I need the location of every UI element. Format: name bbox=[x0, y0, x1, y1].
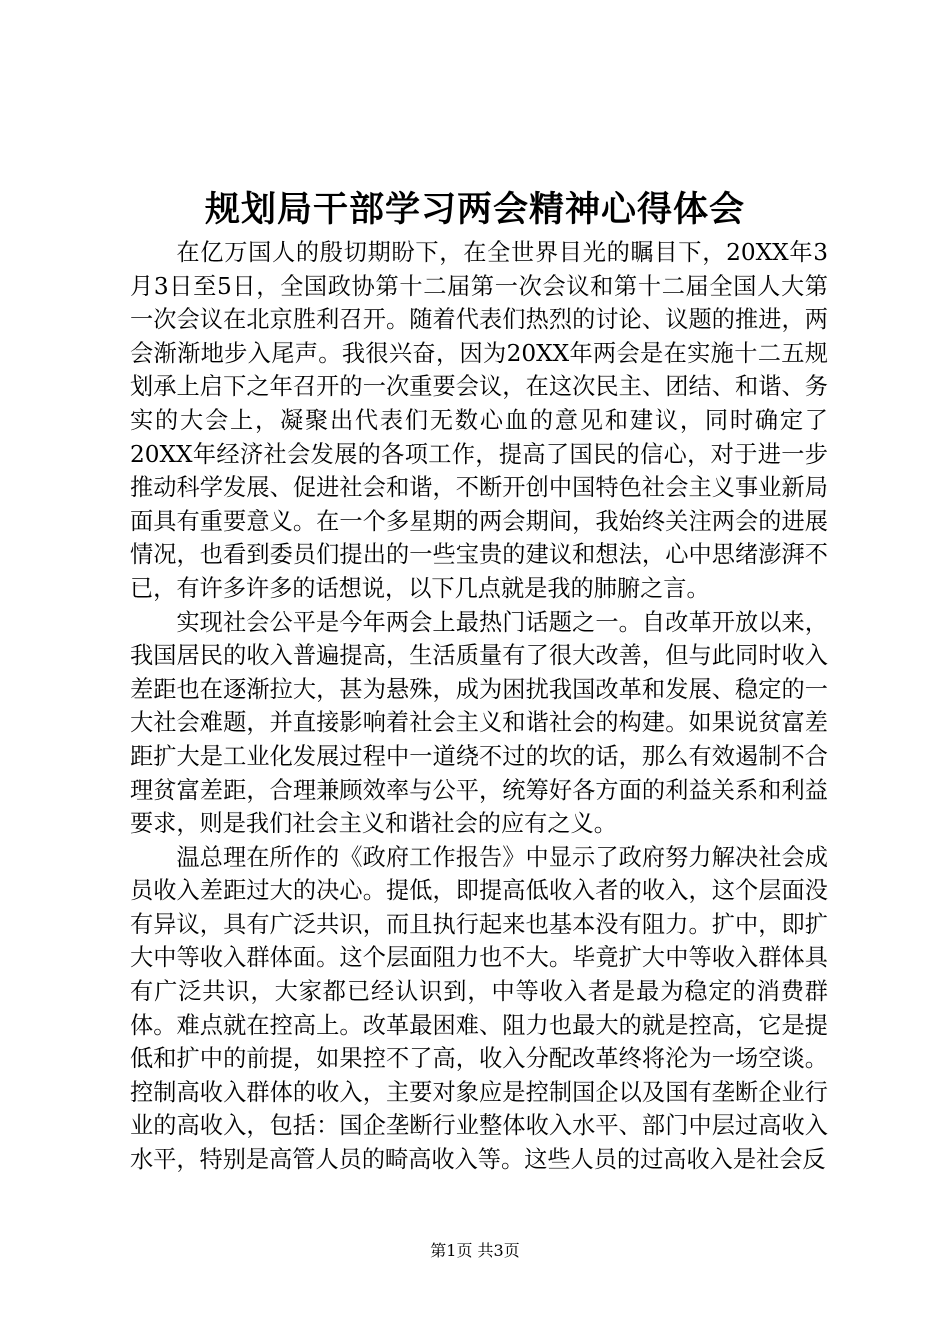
page-footer: 第1页 共3页 bbox=[430, 1241, 520, 1260]
paragraph-1: 在亿万国人的殷切期盼下，在全世界目光的瞩目下，20XX年3月3日至5日，全国政协第十二届第一次会议和第十二届全国人大第一次会议在北京胜利召开。随着代表们热烈的讨论、议题的推进，两会渐渐地步入尾声。我很兴奋，因为20XX年两会是在实施十二五规划承上启下之年召开的一次重要会议，在这次民主、团结、和谐、务实的大会上，凝聚出代表们无数心血的意见和建议，同时确定了20XX年经济社会发展的各项工作，提高了国民的信心，对于进一步推动科学发展、促进社会和谐，不断开创中国特色社会主义事业新局面具有重要意义。在一个多星期的两会期间，我始终关注两会的进展情况，也看到委员们提出的一些宝贵的建议和想法，心中思绪澎湃不已，有许多许多的话想说，以下几点就是我的肺腑之言。 bbox=[130, 239, 828, 602]
document-body bbox=[130, 236, 828, 1177]
paragraph-3: 温总理在所作的《政府工作报告》中显示了政府努力解决社会成员收入差距过大的决心。提低，即提高低收入者的收入，这个层面没有异议，具有广泛共识，而且执行起来也基本没有阻力。扩中，即扩大中等收入群体面。这个层面阻力也不大。毕竟扩大中等收入群体具有广泛共识，大家都已经认识到，中等收入者是最为稳定的消费群体。难点就在控高上。改革最困难、阻力也最大的就是控高，它是提低和扩中的前提，如果控不了高，收入分配改革终将沦为一场空谈。控制高收入群体的收入，主要对象应是控制国企以及国有垄断企业行业的高收入，包括：国企垄断行业整体收入水平、部门中层过高收入水平，特别是高管人员的畸高收入等。这些人员的过高收入是社会反 bbox=[130, 843, 828, 1174]
document-title: 规划局干部学习两会精神心得体会 bbox=[204, 190, 745, 230]
paragraph-2: 实现社会公平是今年两会上最热门话题之一。自改革开放以来，我国居民的收入普遍提高，生活质量有了很大改善，但与此同时收入差距也在逐渐拉大，甚为悬殊，成为困扰我国改革和发展、稳定的一大社会难题，并直接影响着社会主义和谐社会的构建。如果说贫富差距扩大是工业化发展过程中一道绕不过的坎的话，那么有效遏制不合理贫富差距，合理兼顾效率与公平，统筹好各方面的利益关系和利益要求，则是我们社会主义和谐社会的应有之义。 bbox=[130, 608, 828, 838]
